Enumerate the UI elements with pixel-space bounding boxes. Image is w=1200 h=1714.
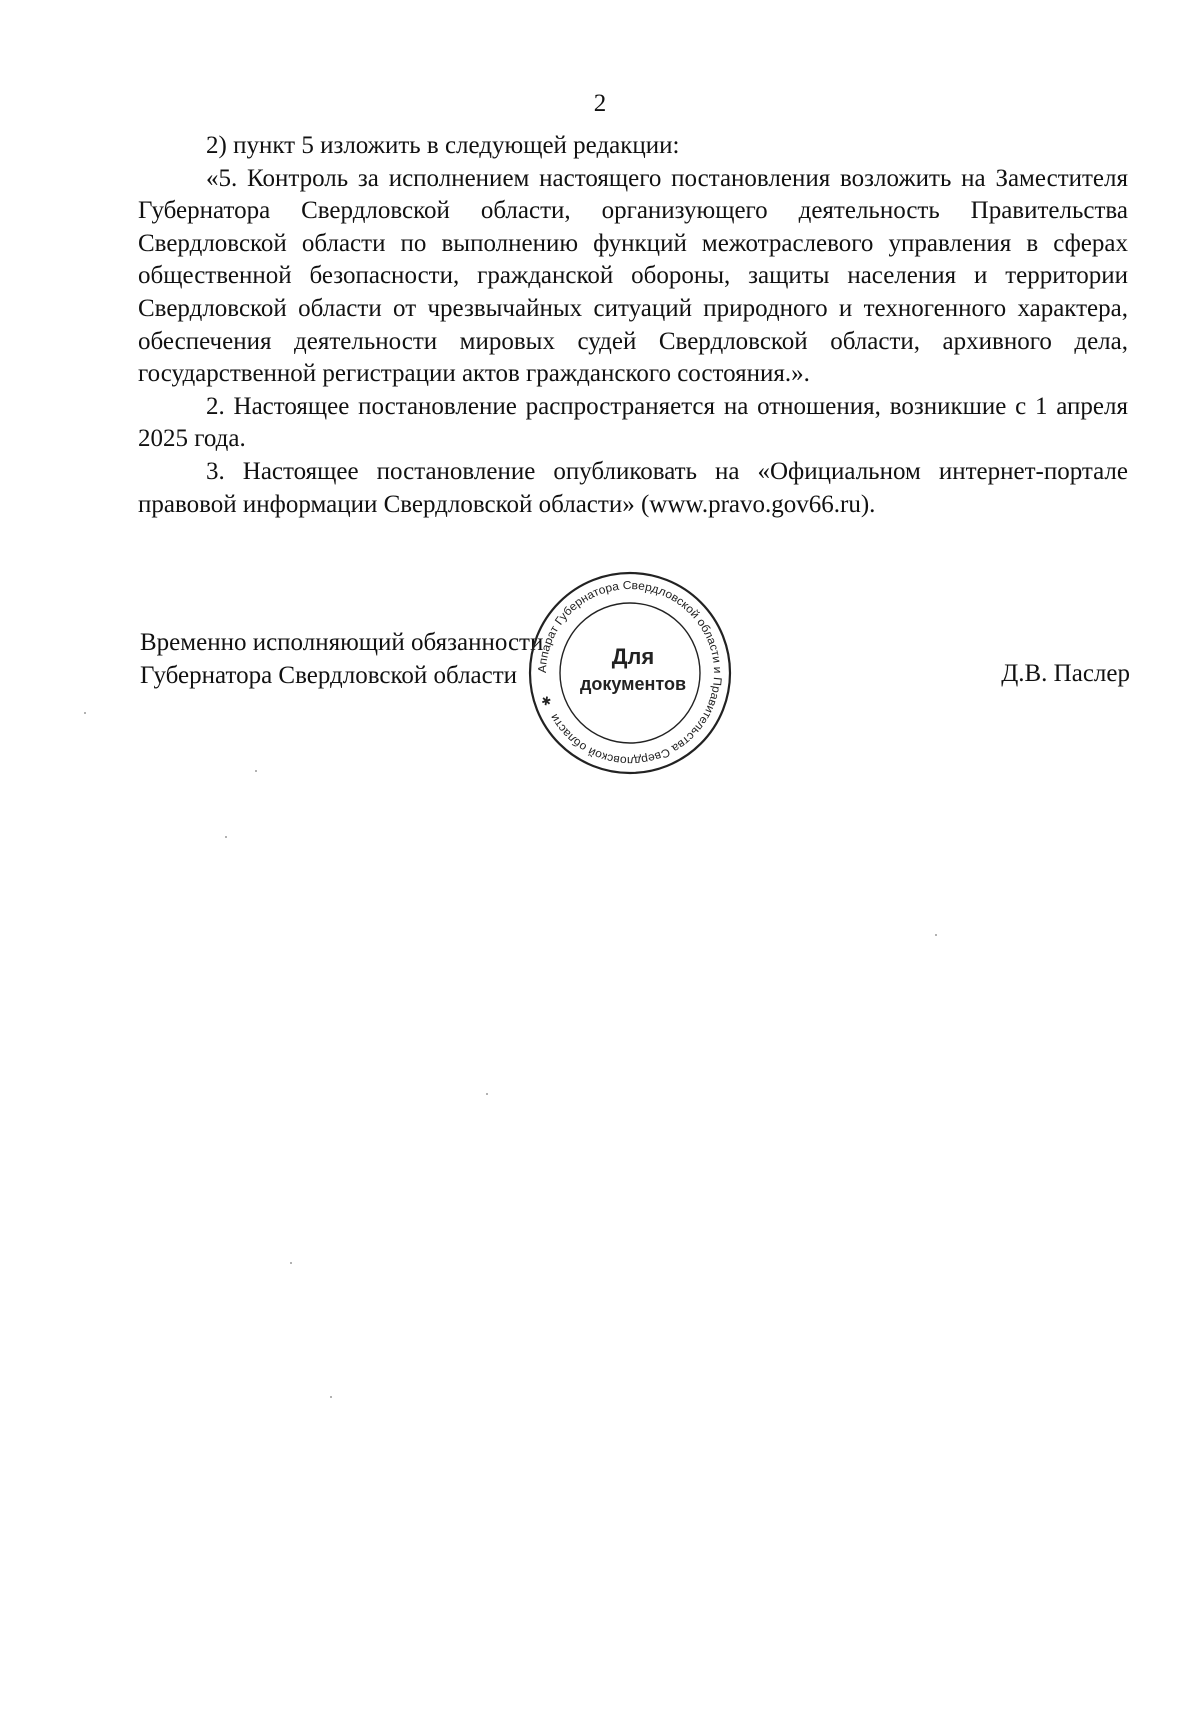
paragraph-effective-date: 2. Настоящее постановление распространяется на отношения, возникшие с 1 апреля 2025 года. <box>138 392 1128 453</box>
official-seal <box>525 568 735 778</box>
document-body <box>138 130 1128 521</box>
seal-star: ✱ <box>540 694 555 708</box>
signatory-position-line2: Губернатора Свердловской области <box>140 661 518 689</box>
scan-speck <box>84 712 86 714</box>
paragraph-amendment-intro: 2) пункт 5 изложить в следующей редакции: <box>206 132 680 159</box>
scan-speck <box>486 1093 488 1095</box>
scan-speck <box>290 1262 292 1264</box>
page-number: 2 <box>593 90 607 117</box>
scan-speck <box>330 1396 332 1398</box>
signatory-position <box>140 627 543 692</box>
signatory-position-line1: Временно исполняющий обязанности <box>140 629 544 656</box>
svg-text:Аппарат Губернатора Свердловск <box>537 580 723 766</box>
seal-center-line2: документов <box>579 674 687 694</box>
signatory-name: Д.В. Паслер <box>1001 660 1130 687</box>
scan-speck <box>935 934 937 936</box>
scan-speck <box>255 770 257 772</box>
seal-center-line1: Для <box>611 644 655 669</box>
paragraph-publication: 3. Настоящее постановление опубликовать на «Официальном интернет-портале правовой информации Свердловской области» (www.pravo.gov66.ru). <box>138 457 1128 518</box>
seal-ring-text: Аппарат Губернатора Свердловской области и Правительства Свердловской области <box>536 579 724 767</box>
scan-speck <box>225 836 227 838</box>
paragraph-amendment-text: «5. Контроль за исполнением настоящего постановления возложить на Заместителя Губернатора Свердловской области, организующего деятельность Правительства Свердловской области по выполнению функций межотраслевого управления в сферах общественной безопасности, гражданской обороны, защиты населения и территории Свердловской области от чрезвычайных ситуаций природного и техногенного характера, обеспечения деятельности мировых судей Свердловской области, архивного дела, государственной регистрации актов гражданского состояния.». <box>138 164 1128 388</box>
